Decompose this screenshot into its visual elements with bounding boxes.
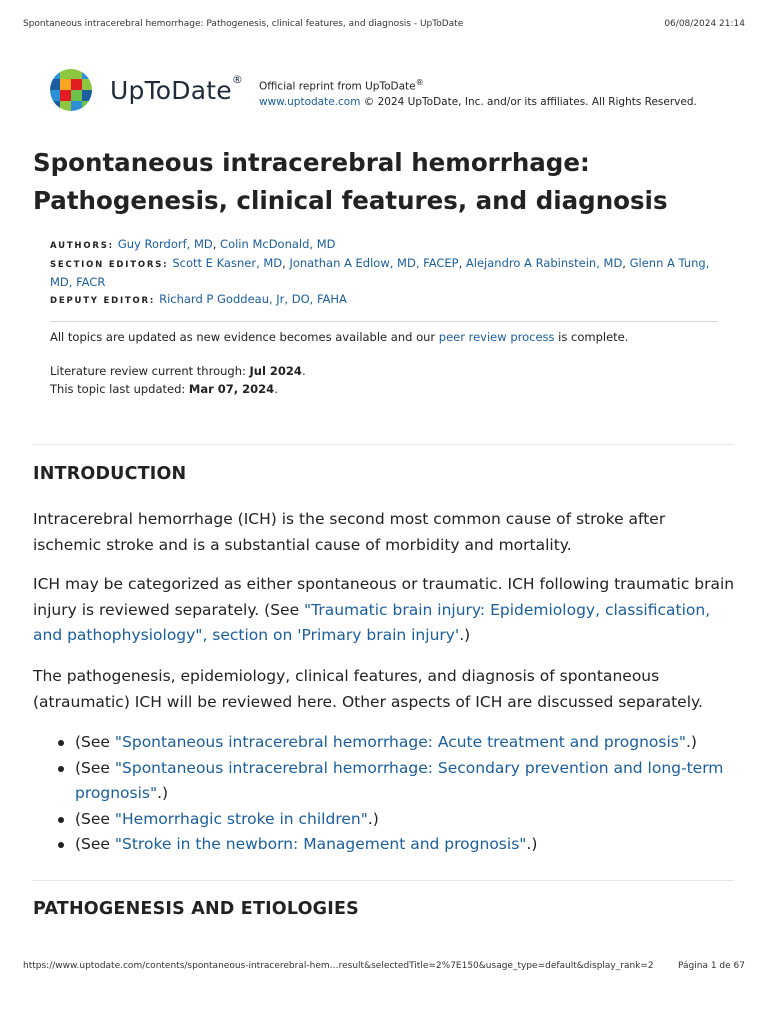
topic-link[interactable]: "Stroke in the newborn: Management and prognosis" xyxy=(114,835,527,853)
section-heading-pathogenesis: PATHOGENESIS AND ETIOLOGIES xyxy=(33,899,359,919)
brand xyxy=(49,68,243,112)
brand-name: UpToDate® xyxy=(110,73,244,105)
uptodate-logo-icon xyxy=(49,68,93,112)
intro-paragraph-2: ICH may be categorized as either spontaneous or traumatic. ICH following traumatic brain injury is reviewed separately. (See "Traumatic brain injury: Epidemiology, classification, and pathophysiology", section on 'Primary brain injury'.) xyxy=(33,575,735,644)
deputy-editor-row: DEPUTY EDITOR: Richard P Goddeau, Jr, DO, FAHA xyxy=(50,292,347,306)
divider xyxy=(33,880,734,881)
author-link[interactable]: Colin McDonald, MD xyxy=(220,237,336,251)
print-header xyxy=(23,19,745,29)
reprint-notice: Official reprint from UpToDate® www.uptodate.com © 2024 UpToDate, Inc. and/or its affiliates. All Rights Reserved. xyxy=(259,78,697,108)
peer-review-link[interactable]: peer review process xyxy=(438,330,555,344)
section-editor-link[interactable]: Jonathan A Edlow, MD, FACEP xyxy=(289,256,459,270)
list-item: (See "Spontaneous intracerebral hemorrhage: Acute treatment and prognosis".) xyxy=(50,730,740,756)
page-number: Página 1 de 67 xyxy=(678,961,745,971)
deputy-editor-link[interactable]: Richard P Goddeau, Jr, DO, FAHA xyxy=(159,292,347,306)
author-link[interactable]: Guy Rordorf, MD xyxy=(117,237,213,251)
list-item: (See "Stroke in the newborn: Management and prognosis".) xyxy=(50,832,740,858)
topic-link[interactable]: "Spontaneous intracerebral hemorrhage: Secondary prevention and long-term prognosis" xyxy=(75,758,724,802)
print-header-title: Spontaneous intracerebral hemorrhage: Pathogenesis, clinical features, and diagnosis - UpToDate xyxy=(23,19,464,29)
topic-link[interactable]: "Spontaneous intracerebral hemorrhage: Acute treatment and prognosis" xyxy=(114,733,686,751)
last-updated-date: Mar 07, 2024 xyxy=(188,382,275,396)
tbi-topic-link[interactable]: "Traumatic brain injury: Epidemiology, classification, and pathophysiology", section on 'Primary brain injury' xyxy=(33,600,711,644)
section-editors-row: SECTION EDITORS: Scott E Kasner, MD, Jonathan A Edlow, MD, FACEP, Alejandro A Rabinstein, MD, Glenn A Tung, MD, FACR xyxy=(50,256,710,289)
literature-review-date: Jul 2024 xyxy=(249,364,302,378)
page-title: Spontaneous intracerebral hemorrhage: Pathogenesis, clinical features, and diagnosis xyxy=(33,148,668,215)
print-footer-url: https://www.uptodate.com/contents/spontaneous-intracerebral-hem…result&selectedTitle=2%7E150&usage_type=default&display_rank=2 xyxy=(23,961,654,971)
review-dates: Literature review current through: Jul 2024. This topic last updated: Mar 07, 2024. xyxy=(50,364,306,396)
list-item: (See "Hemorrhagic stroke in children".) xyxy=(50,807,740,833)
see-also-list xyxy=(50,730,740,858)
intro-paragraph-1: Intracerebral hemorrhage (ICH) is the second most common cause of stroke after ischemic stroke and is a substantial cause of morbidity and mortality. xyxy=(33,510,666,554)
update-notice: All topics are updated as new evidence becomes available and our peer review process is complete. xyxy=(50,330,629,344)
list-item: (See "Spontaneous intracerebral hemorrhage: Secondary prevention and long-term prognosis".) xyxy=(50,756,740,807)
section-editor-link[interactable]: Alejandro A Rabinstein, MD xyxy=(465,256,623,270)
intro-paragraph-3: The pathogenesis, epidemiology, clinical features, and diagnosis of spontaneous (atraumatic) ICH will be reviewed here. Other aspects of ICH are discussed separately. xyxy=(33,667,703,711)
divider xyxy=(50,321,718,322)
print-header-datetime: 06/08/2024 21:14 xyxy=(664,19,745,29)
uptodate-site-link[interactable]: www.uptodate.com xyxy=(259,95,361,108)
print-footer xyxy=(23,961,745,971)
topic-link[interactable]: "Hemorrhagic stroke in children" xyxy=(114,809,368,828)
contributors xyxy=(50,236,720,310)
divider xyxy=(33,444,734,445)
authors-row: AUTHORS: Guy Rordorf, MD, Colin McDonald, MD xyxy=(50,237,336,251)
section-heading-introduction: INTRODUCTION xyxy=(33,464,187,484)
section-editor-link[interactable]: Glenn A Tung, MD, FACR xyxy=(50,256,710,289)
section-editor-link[interactable]: Scott E Kasner, MD xyxy=(172,256,283,270)
